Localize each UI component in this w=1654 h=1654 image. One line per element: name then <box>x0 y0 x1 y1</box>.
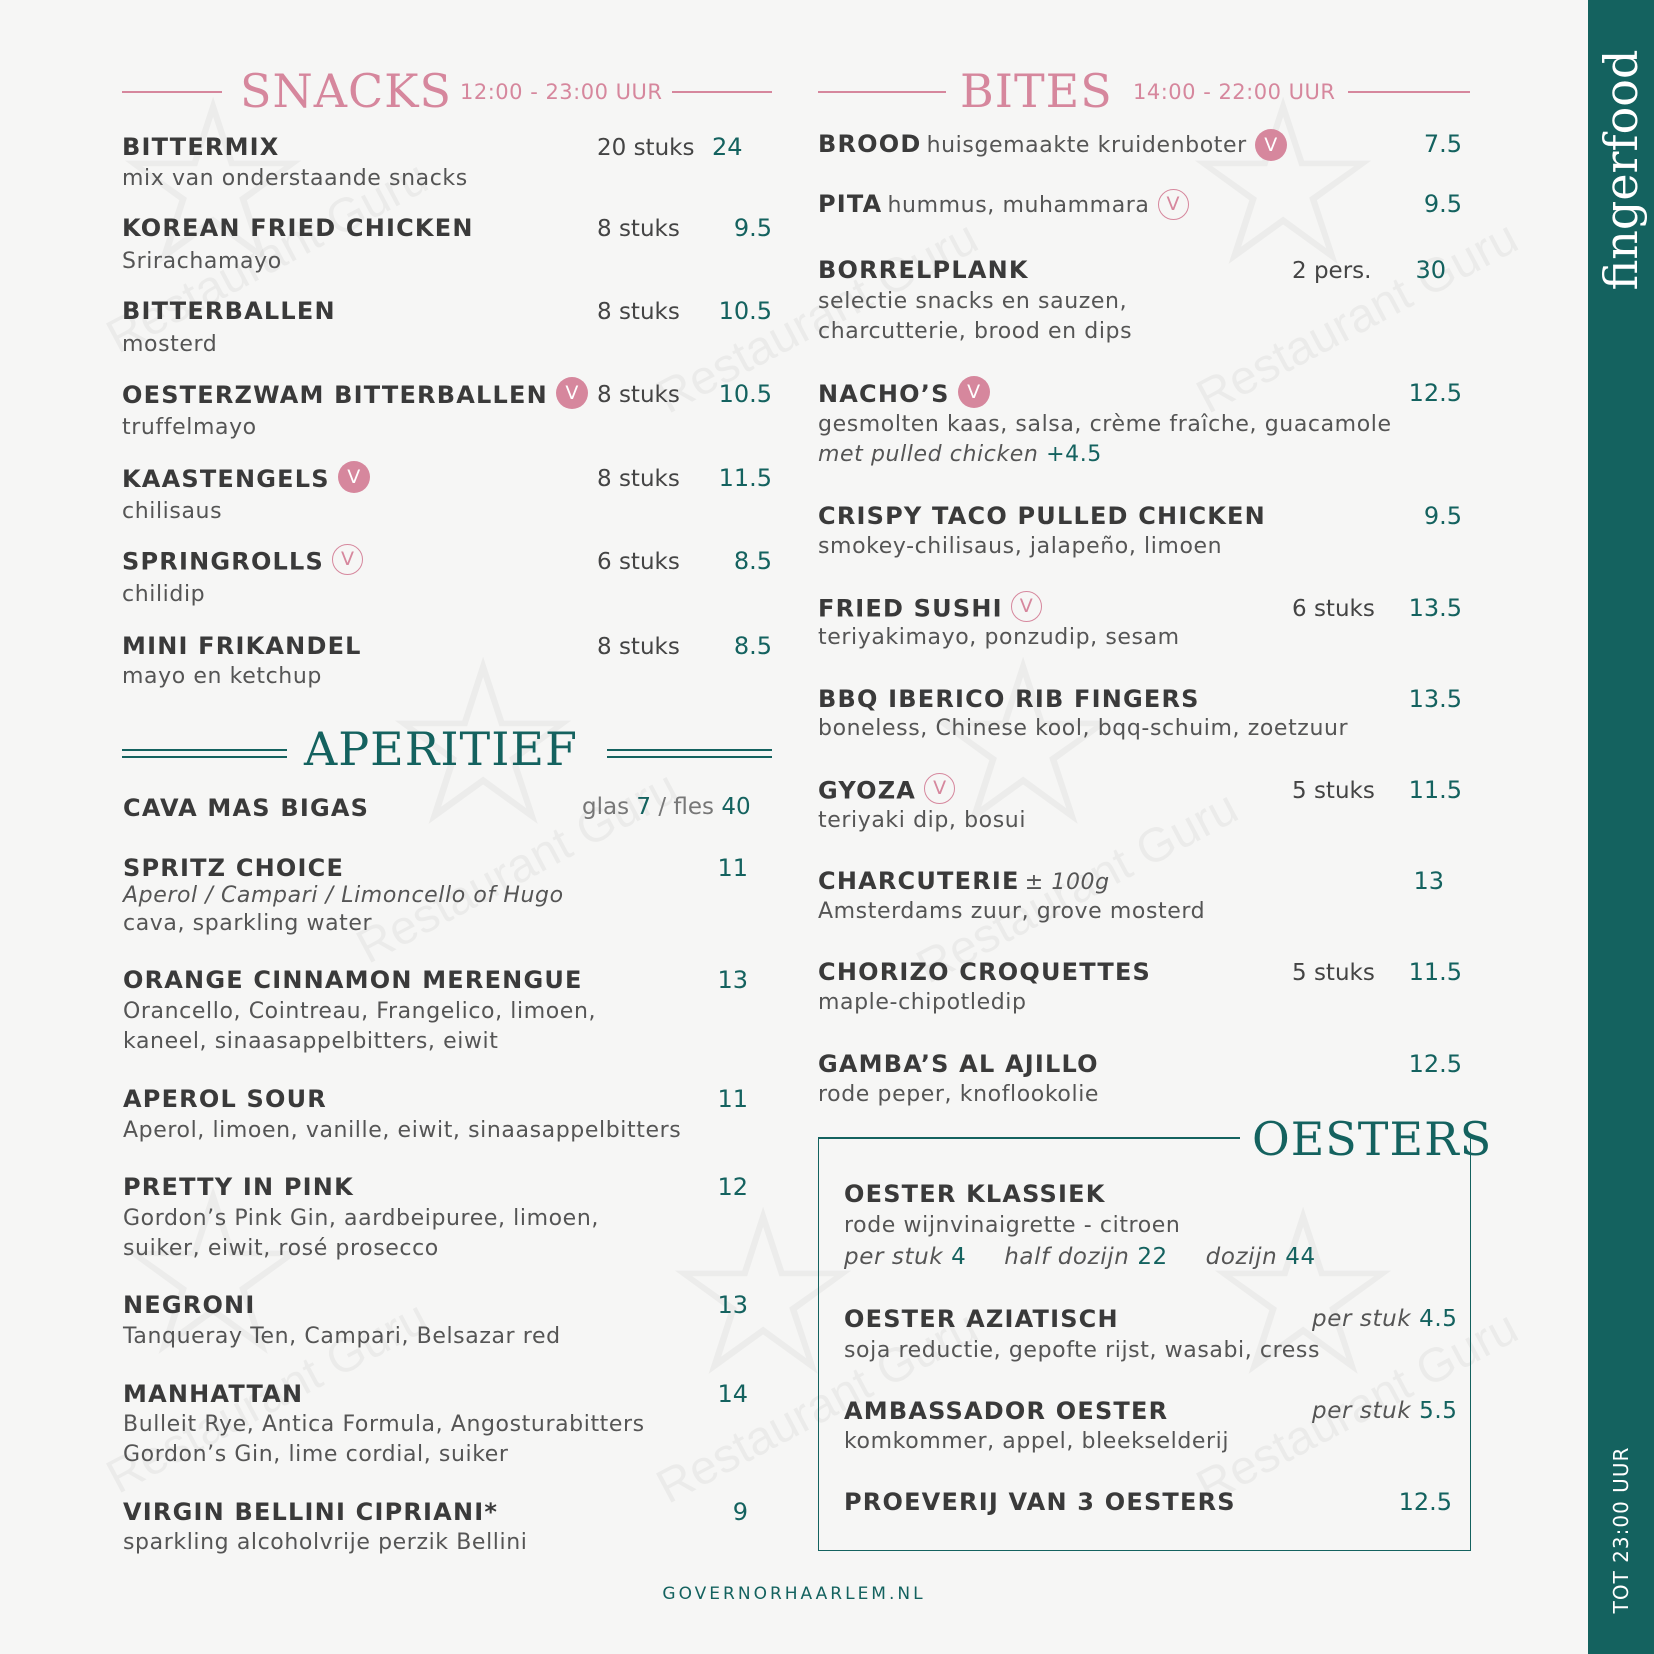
snack-qty: 8 stuks <box>597 216 680 242</box>
dozijn-price: 44 <box>1285 1244 1316 1270</box>
sidebar-hours-label: TOT 23:00 UUR <box>1609 1446 1633 1614</box>
bite-desc: gesmolten kaas, salsa, crème fraîche, guacamole <box>818 412 1392 437</box>
oesters-rule-top <box>818 1137 1240 1139</box>
snack-desc: chilisaus <box>122 499 223 524</box>
bites-rule-left <box>818 91 946 93</box>
snack-name-text: SPRINGROLLS <box>122 547 325 576</box>
bite-price: 13.5 <box>1408 685 1462 713</box>
snack-desc: mosterd <box>122 332 218 357</box>
glas-price: 7 <box>636 794 652 820</box>
drink-desc: cava, sparkling water <box>123 911 373 936</box>
bite-extra <box>818 439 1102 470</box>
bites-title: BITES <box>960 64 1113 118</box>
bite-name: CRISPY TACO PULLED CHICKEN <box>818 502 1266 530</box>
bite-price: 9.5 <box>1423 502 1462 530</box>
bite-price: 12.5 <box>1408 1050 1462 1078</box>
snack-name-text: OESTERZWAM BITTERBALLEN <box>122 381 548 409</box>
drink-desc-line2: suiker, eiwit, rosé prosecco <box>123 1236 439 1261</box>
drink-price: 11 <box>717 1085 748 1113</box>
snack-name: BITTERBALLEN <box>122 297 336 325</box>
drink-name: VIRGIN BELLINI CIPRIANI* <box>123 1498 499 1526</box>
glas-label: glas <box>582 794 630 820</box>
oyster-price-options <box>844 1242 1316 1273</box>
drink-desc: Aperol, limoen, vanille, eiwit, sinaasappelbitters <box>123 1118 682 1143</box>
snack-price: 11.5 <box>718 464 772 492</box>
snack-name-text: KAASTENGELS <box>122 465 330 493</box>
vegetarian-badge-icon: V <box>958 376 990 408</box>
bite-name-text: GYOZA <box>818 776 917 805</box>
sidebar-fingerfood-label: fingerfood <box>1594 49 1648 291</box>
snacks-hours: 12:00 - 23:00 UUR <box>460 80 663 104</box>
bite-name: BORRELPLANK <box>818 256 1029 284</box>
snack-name: KOREAN FRIED CHICKEN <box>122 214 474 242</box>
snack-desc: Srirachamayo <box>122 249 282 274</box>
oyster-price: 4.5 <box>1419 1306 1458 1332</box>
vegetarian-badge-icon: V <box>1158 189 1189 220</box>
snack-qty: 8 stuks <box>597 634 680 660</box>
oyster-name: PROEVERIJ VAN 3 OESTERS <box>844 1488 1236 1516</box>
bite-qty: 2 pers. <box>1292 258 1372 284</box>
drink-price: 9 <box>732 1498 748 1526</box>
oyster-unit-price <box>1312 1304 1458 1335</box>
bite-name: BBQ IBERICO RIB FINGERS <box>818 685 1200 713</box>
snacks-rule-right <box>672 91 772 93</box>
oyster-desc: komkommer, appel, bleekselderij <box>844 1429 1230 1454</box>
bite-price: 30 <box>1415 256 1446 284</box>
drink-price: 11 <box>717 854 748 882</box>
snack-name <box>122 464 370 496</box>
bite-price: 13 <box>1413 867 1444 895</box>
oyster-price: 12.5 <box>1398 1488 1452 1516</box>
snack-name: BITTERMIX <box>122 133 280 161</box>
half-dozijn-price: 22 <box>1137 1244 1168 1270</box>
bite-desc: Amsterdams zuur, grove mosterd <box>818 899 1206 924</box>
footer-url[interactable]: GOVERNORHAARLEM.NL <box>662 1584 926 1604</box>
vegetarian-badge-icon: V <box>924 773 955 804</box>
drink-name: MANHATTAN <box>123 1380 304 1408</box>
bite-line <box>818 190 1189 223</box>
snacks-title: SNACKS <box>240 64 453 118</box>
half-dozijn-label: half dozijn <box>1004 1244 1130 1270</box>
drink-desc: Orancello, Cointreau, Frangelico, limoen, <box>123 999 597 1024</box>
bite-desc: maple-chipotledip <box>818 990 1027 1015</box>
snack-price: 9.5 <box>733 214 772 242</box>
snack-price: 8.5 <box>733 632 772 660</box>
oyster-price: 5.5 <box>1419 1398 1458 1424</box>
price-separator: / <box>658 794 667 820</box>
oyster-name: OESTER KLASSIEK <box>844 1180 1106 1208</box>
snack-desc: chilidip <box>122 582 206 607</box>
vegetarian-badge-icon: V <box>338 461 370 493</box>
bite-inline-italic: ± 100g <box>1024 870 1110 895</box>
aperitief-rule-right-bottom <box>607 756 772 758</box>
aperitief-title: APERITIEF <box>304 722 578 776</box>
bite-name-text: NACHO’S <box>818 380 950 408</box>
dozijn-label: dozijn <box>1205 1244 1278 1270</box>
snack-qty: 8 stuks <box>597 466 680 492</box>
bite-price: 11.5 <box>1408 776 1462 804</box>
vegetarian-badge-icon: V <box>1011 591 1042 622</box>
watermark-text <box>1188 210 1527 425</box>
snack-name: MINI FRIKANDEL <box>122 632 362 660</box>
snack-name <box>122 380 588 412</box>
bite-name-text: FRIED SUSHI <box>818 594 1003 623</box>
snack-qty: 20 stuks <box>597 135 695 161</box>
bite-qty: 5 stuks <box>1292 778 1375 804</box>
drink-desc-line2: kaneel, sinaasappelbitters, eiwit <box>123 1029 499 1054</box>
drink-price: 14 <box>717 1380 748 1408</box>
aperitief-rule-right-top <box>607 749 772 751</box>
per-stuk-label: per stuk <box>844 1244 944 1270</box>
bites-rule-right <box>1348 91 1470 93</box>
oyster-unit: per stuk <box>1312 1306 1412 1332</box>
snack-price: 10.5 <box>718 380 772 408</box>
bite-name <box>818 379 990 411</box>
drink-price-options <box>582 794 751 820</box>
bite-inline-desc: hummus, muhammara <box>887 193 1150 218</box>
snack-name <box>122 547 363 578</box>
bite-name: CHARCUTERIE <box>818 867 1020 895</box>
snack-desc: truffelmayo <box>122 415 257 440</box>
oyster-unit-price <box>1312 1396 1458 1427</box>
bite-price: 11.5 <box>1408 958 1462 986</box>
drink-price: 12 <box>717 1173 748 1201</box>
bite-desc: smokey-chilisaus, jalapeño, limoen <box>818 534 1223 559</box>
snack-price: 8.5 <box>733 547 772 575</box>
bite-desc: rode peper, knoflookolie <box>818 1082 1100 1107</box>
bite-name <box>818 594 1042 625</box>
bite-price: 13.5 <box>1408 594 1462 622</box>
drink-desc: Tanqueray Ten, Campari, Belsazar red <box>123 1324 561 1349</box>
drink-name: ORANGE CINNAMON MERENGUE <box>123 966 583 994</box>
aperitief-rule-left-top <box>122 749 287 751</box>
bite-name: CHORIZO CROQUETTES <box>818 958 1152 986</box>
drink-price: 13 <box>717 1291 748 1319</box>
drink-desc: Gordon’s Pink Gin, aardbeipuree, limoen, <box>123 1206 599 1231</box>
oyster-name: OESTER AZIATISCH <box>844 1305 1119 1333</box>
bite-inline-desc: huisgemaakte kruidenboter <box>926 133 1247 158</box>
drink-name: NEGRONI <box>123 1291 256 1319</box>
bite-name: PITA <box>818 190 883 218</box>
bite-desc: teriyakimayo, ponzudip, sesam <box>818 625 1180 650</box>
oyster-desc: rode wijnvinaigrette - citroen <box>844 1213 1181 1238</box>
fles-price: 40 <box>721 794 751 820</box>
snack-desc: mix van onderstaande snacks <box>122 166 468 191</box>
watermark-text <box>348 760 687 975</box>
drink-name: APEROL SOUR <box>123 1085 327 1113</box>
per-stuk-price: 4 <box>951 1244 967 1270</box>
snack-qty: 8 stuks <box>597 299 680 325</box>
snacks-rule-left <box>122 91 222 93</box>
bite-name: GAMBA’S AL AJILLO <box>818 1050 1099 1078</box>
bite-desc: selectie snacks en sauzen, <box>818 289 1128 314</box>
bite-extra-label: met pulled chicken <box>818 442 1039 467</box>
drink-name: CAVA MAS BIGAS <box>123 794 370 822</box>
snack-price: 10.5 <box>718 297 772 325</box>
oyster-unit: per stuk <box>1312 1398 1412 1424</box>
fles-label: fles <box>673 794 715 820</box>
bite-extra-price: +4.5 <box>1046 442 1102 467</box>
oesters-title: OESTERS <box>1252 1112 1493 1166</box>
bite-name <box>818 776 955 807</box>
bite-price: 9.5 <box>1423 190 1462 218</box>
drink-desc-italic: Aperol / Campari / Limoncello of Hugo <box>123 883 564 908</box>
drink-name: PRETTY IN PINK <box>123 1173 354 1201</box>
bite-price: 12.5 <box>1408 379 1462 407</box>
bite-line <box>818 867 1110 898</box>
bite-desc: boneless, Chinese kool, bqq-schuim, zoetzuur <box>818 716 1349 741</box>
snack-qty: 8 stuks <box>597 382 680 408</box>
aperitief-rule-left-bottom <box>122 756 287 758</box>
drink-desc-line2: Gordon’s Gin, lime cordial, suiker <box>123 1442 509 1467</box>
bite-qty: 5 stuks <box>1292 960 1375 986</box>
drink-desc: Bulleit Rye, Antica Formula, Angosturabitters <box>123 1412 645 1437</box>
bites-hours: 14:00 - 22:00 UUR <box>1133 80 1336 104</box>
oyster-name: AMBASSADOR OESTER <box>844 1397 1169 1425</box>
snack-price: 24 <box>712 133 743 161</box>
bite-line <box>818 130 1287 164</box>
bite-name: BROOD <box>818 130 922 158</box>
vegetarian-badge-icon: V <box>556 377 588 409</box>
oyster-desc: soja reductie, gepofte rijst, wasabi, cress <box>844 1338 1321 1363</box>
vegetarian-badge-icon: V <box>332 544 363 575</box>
drink-name: SPRITZ CHOICE <box>123 854 345 882</box>
bite-qty: 6 stuks <box>1292 596 1375 622</box>
drink-price: 13 <box>717 966 748 994</box>
vegetarian-badge-icon: V <box>1255 129 1287 161</box>
bite-desc: teriyaki dip, bosui <box>818 808 1027 833</box>
bite-desc-line2: charcutterie, brood en dips <box>818 319 1133 344</box>
snack-qty: 6 stuks <box>597 549 680 575</box>
bite-price: 7.5 <box>1423 130 1462 158</box>
drink-desc: sparkling alcoholvrije perzik Bellini <box>123 1530 528 1555</box>
snack-desc: mayo en ketchup <box>122 664 322 689</box>
